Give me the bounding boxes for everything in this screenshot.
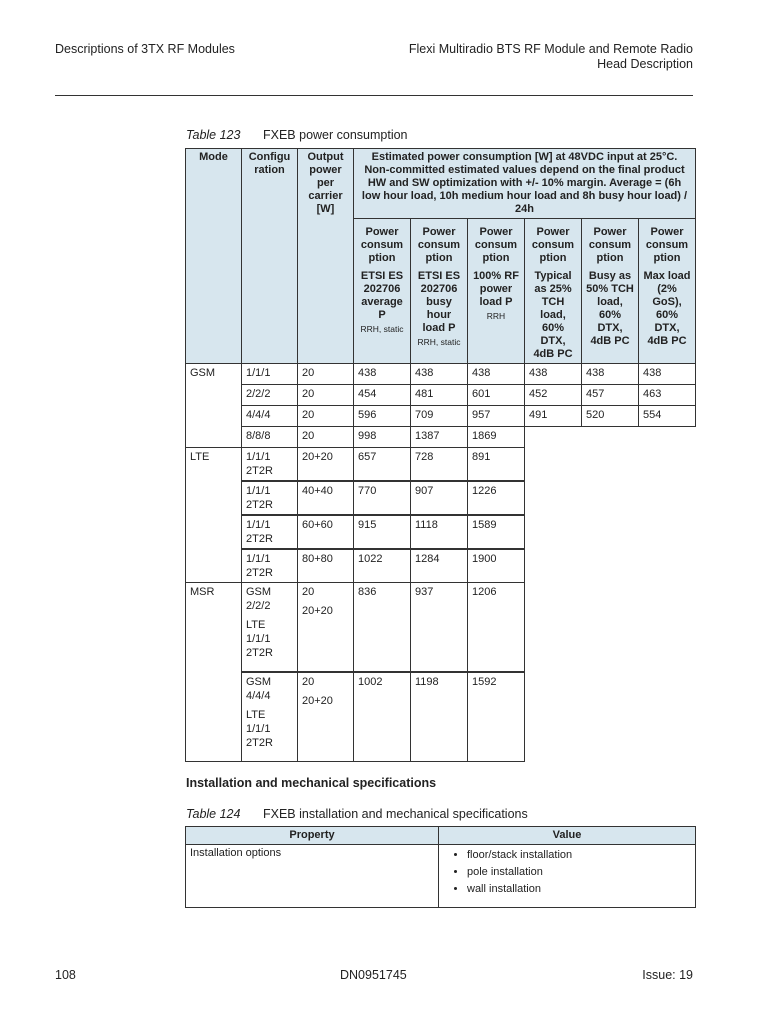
- value-cell: 438: [468, 364, 525, 385]
- header-subcol-100-percent: Power consum ption 100% RF power load P RRH: [468, 219, 525, 364]
- value-cell: 1387: [411, 427, 468, 448]
- config-cell: 1/1/1 2T2R: [242, 448, 298, 482]
- value-cell: 438: [411, 364, 468, 385]
- header-subcol-average: Power consum ption ETSI ES 202706 average P RRH, static: [354, 219, 411, 364]
- header-rule: [55, 95, 693, 96]
- output-cell: 40+40: [298, 481, 354, 515]
- value-cell: 998: [354, 427, 411, 448]
- table-row: [186, 583, 696, 673]
- empty-cell: [525, 515, 696, 549]
- table-124-caption: [186, 807, 528, 821]
- header-mode: Mode: [186, 149, 242, 364]
- table-row: [186, 845, 696, 908]
- value-cell: 836: [354, 583, 411, 673]
- mode-cell-gsm: GSM: [186, 364, 242, 448]
- value-cell: 937: [411, 583, 468, 673]
- value-cell: 709: [411, 406, 468, 427]
- header-subcol-max-load: Power consum ption Max load (2% GoS), 60% DTX, 4dB PC: [639, 219, 696, 364]
- value-cell: 481: [411, 385, 468, 406]
- empty-cell: [525, 481, 696, 515]
- installation-options-list: [443, 847, 691, 898]
- table-title: FXEB power consumption: [263, 128, 408, 142]
- table-row: [186, 427, 696, 448]
- output-cell: 80+80: [298, 549, 354, 583]
- output-cell: 20: [298, 364, 354, 385]
- value-cell: 1118: [411, 515, 468, 549]
- value-cell: 1589: [468, 515, 525, 549]
- empty-cell: [525, 672, 696, 762]
- table-title: FXEB installation and mechanical specifications: [263, 807, 528, 821]
- value-cell: 1226: [468, 481, 525, 515]
- running-header-right: [409, 42, 693, 72]
- value-cell: 770: [354, 481, 411, 515]
- value-cell: 891: [468, 448, 525, 482]
- issue-number: Issue: 19: [642, 968, 693, 982]
- table-row: [186, 672, 696, 762]
- value-cell: 1206: [468, 583, 525, 673]
- table-row: [186, 385, 696, 406]
- value-cell: 457: [582, 385, 639, 406]
- value-cell: 554: [639, 406, 696, 427]
- running-header-left: Descriptions of 3TX RF Modules: [55, 42, 235, 56]
- value-cell: 728: [411, 448, 468, 482]
- value-cell: 915: [354, 515, 411, 549]
- value-cell: 1592: [468, 672, 525, 762]
- output-cell: 20+20: [298, 448, 354, 482]
- value-cell: 452: [525, 385, 582, 406]
- value-cell: 1022: [354, 549, 411, 583]
- config-cell: 2/2/2: [242, 385, 298, 406]
- value-cell: 907: [411, 481, 468, 515]
- property-cell: Installation options: [186, 845, 439, 908]
- header-configuration: Configu ration: [242, 149, 298, 364]
- value-cell: 1869: [468, 427, 525, 448]
- value-cell: 438: [525, 364, 582, 385]
- header-property: Property: [186, 827, 439, 845]
- table-row: [186, 406, 696, 427]
- table-number: Table 123: [186, 128, 241, 142]
- mode-cell-lte: LTE: [186, 448, 242, 583]
- value-cell: 1198: [411, 672, 468, 762]
- value-cell: 491: [525, 406, 582, 427]
- power-consumption-table: [185, 148, 696, 762]
- config-cell: 1/1/1 2T2R: [242, 481, 298, 515]
- running-header-right-line2: Head Description: [597, 57, 693, 71]
- running-header-right-line1: Flexi Multiradio BTS RF Module and Remote Radio: [408, 42, 693, 56]
- header-output-power: Output power per carrier [W]: [298, 149, 354, 364]
- value-cell: 454: [354, 385, 411, 406]
- output-cell: 20 20+20: [298, 583, 354, 673]
- table-123-caption: [186, 128, 408, 142]
- list-item: • floor/stack installation: [467, 847, 691, 864]
- header-value: Value: [439, 827, 696, 845]
- list-item: • pole installation: [467, 864, 691, 881]
- config-cell: 4/4/4: [242, 406, 298, 427]
- value-cell: 520: [582, 406, 639, 427]
- empty-cell: [525, 427, 696, 448]
- output-cell: 20: [298, 427, 354, 448]
- value-cell: 657: [354, 448, 411, 482]
- config-cell: GSM 4/4/4 LTE 1/1/1 2T2R: [242, 672, 298, 762]
- page-number: 108: [55, 968, 76, 982]
- table-row: [186, 364, 696, 385]
- header-subcol-busy: Power consum ption Busy as 50% TCH load, 60% DTX, 4dB PC: [582, 219, 639, 364]
- config-cell: 1/1/1 2T2R: [242, 515, 298, 549]
- table-row: [186, 515, 696, 549]
- header-subcol-typical: Power consum ption Typical as 25% TCH load, 60% DTX, 4dB PC: [525, 219, 582, 364]
- config-cell: 8/8/8: [242, 427, 298, 448]
- value-cell: 463: [639, 385, 696, 406]
- value-cell: 596: [354, 406, 411, 427]
- output-cell: 20: [298, 406, 354, 427]
- output-cell: 60+60: [298, 515, 354, 549]
- output-cell: 20 20+20: [298, 672, 354, 762]
- header-estimated-consumption: Estimated power consumption [W] at 48VDC input at 25°C. Non-committed estimated values depend on the final product HW and SW optimization with +/- 10% margin. Average = (6h low hour load, 10h medium hour load and 8h busy hour load) / 24h: [354, 149, 696, 219]
- table-number: Table 124: [186, 807, 241, 821]
- value-cell: 1002: [354, 672, 411, 762]
- installation-spec-table: [185, 826, 696, 908]
- value-cell: 601: [468, 385, 525, 406]
- value-cell: 438: [354, 364, 411, 385]
- empty-cell: [525, 549, 696, 583]
- table-row: [186, 481, 696, 515]
- empty-cell: [525, 448, 696, 482]
- section-heading: Installation and mechanical specifications: [186, 776, 437, 790]
- value-cell: [439, 845, 696, 908]
- document-id: DN0951745: [340, 968, 407, 982]
- value-cell: 1900: [468, 549, 525, 583]
- config-cell: 1/1/1: [242, 364, 298, 385]
- value-cell: 438: [639, 364, 696, 385]
- value-cell: 438: [582, 364, 639, 385]
- value-cell: 1284: [411, 549, 468, 583]
- value-cell: 957: [468, 406, 525, 427]
- mode-cell-msr: MSR: [186, 583, 242, 762]
- config-cell: 1/1/1 2T2R: [242, 549, 298, 583]
- table-row: [186, 448, 696, 482]
- header-subcol-busy-hour: Power consum ption ETSI ES 202706 busy hour load P RRH, static: [411, 219, 468, 364]
- table-row: [186, 549, 696, 583]
- list-item: • wall installation: [467, 881, 691, 898]
- output-cell: 20: [298, 385, 354, 406]
- config-cell: GSM 2/2/2 LTE 1/1/1 2T2R: [242, 583, 298, 673]
- empty-cell: [525, 583, 696, 673]
